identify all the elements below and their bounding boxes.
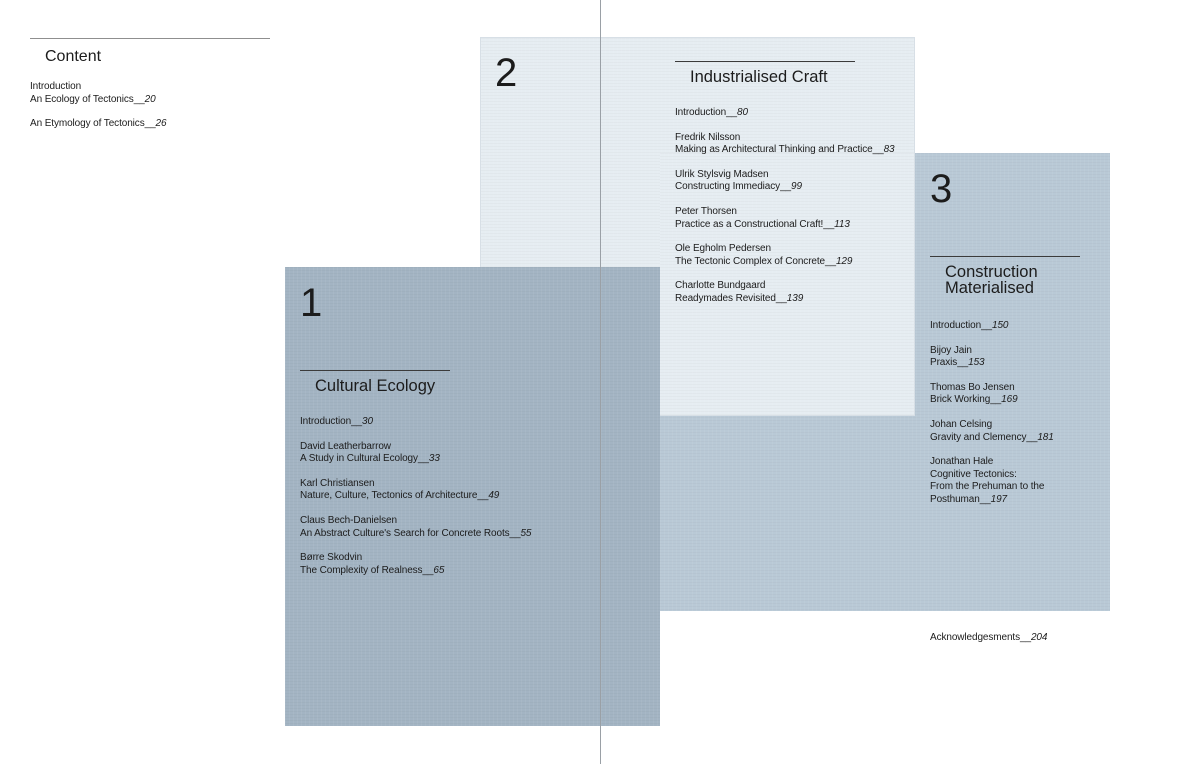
entry-author: Jonathan Hale xyxy=(930,456,994,468)
entry-title: Brick Working xyxy=(930,394,991,406)
toc-entry xyxy=(930,456,1080,506)
part-2-rule xyxy=(675,61,855,62)
entry-author: Peter Thorsen xyxy=(675,205,737,217)
entry-title: An Abstract Culture's Search for Concrete Roots xyxy=(300,527,510,539)
entry-author: Ulrik Stylsvig Madsen xyxy=(675,168,769,180)
part-3-section xyxy=(930,256,1080,519)
entry-title-line xyxy=(930,394,1080,407)
contents-rule xyxy=(30,38,270,39)
toc-entry xyxy=(675,169,895,194)
entry-page-number: 26 xyxy=(155,118,167,130)
entry-title: Introduction xyxy=(675,107,727,118)
entry-title-line xyxy=(30,118,270,131)
entry-page-number: 33 xyxy=(428,453,440,465)
entry-separator: __ xyxy=(981,320,992,331)
entry-separator: __ xyxy=(1020,632,1031,643)
entry-author: Bijoy Jain xyxy=(930,344,972,356)
entry-page-number: 49 xyxy=(488,490,500,502)
entry-page-number: 83 xyxy=(883,144,895,156)
entry-title-line xyxy=(300,528,531,541)
entry-title-line xyxy=(300,490,531,503)
entry-author: Johan Celsing xyxy=(930,418,993,430)
entry-title: Praxis xyxy=(930,357,958,369)
entry-title: A Study in Cultural Ecology xyxy=(300,453,418,465)
entry-author: Fredrik Nilsson xyxy=(675,131,741,143)
toc-entry xyxy=(675,280,895,305)
entry-title-line xyxy=(675,181,895,194)
part-1-number: 1 xyxy=(300,281,323,325)
toc-entry xyxy=(675,243,895,268)
entry-title-line xyxy=(30,94,270,107)
entry-author: Claus Bech-Danielsen xyxy=(300,514,397,526)
entry-title: Gravity and Clemency xyxy=(930,431,1027,443)
entry-title: Making as Architectural Thinking and Practice xyxy=(675,144,873,156)
entry-title-line xyxy=(300,565,531,578)
entry-page-number: 197 xyxy=(990,493,1008,505)
entry-title: Constructing Immediacy xyxy=(675,181,781,193)
toc-entry xyxy=(675,206,895,231)
entry-title-line xyxy=(930,357,1080,370)
contents-list xyxy=(30,81,270,131)
entry-separator: __ xyxy=(823,218,835,230)
entry-page-number: 113 xyxy=(834,218,850,230)
entry-separator: __ xyxy=(979,493,991,505)
part-2-title: Industrialised Craft xyxy=(690,68,828,86)
part-1-title: Cultural Ecology xyxy=(315,377,436,395)
entry-title-line xyxy=(930,632,1047,645)
contents-column xyxy=(30,38,270,143)
toc-entry xyxy=(30,94,270,107)
entry-title: Nature, Culture, Tectonics of Architecture xyxy=(300,490,478,502)
entry-page-number: 150 xyxy=(992,320,1009,331)
part-2-number: 2 xyxy=(495,51,518,95)
entry-title: An Ecology of Tectonics xyxy=(30,93,134,105)
entry-title-line xyxy=(675,219,895,232)
entry-title: Readymades Revisited xyxy=(675,292,776,304)
toc-entry xyxy=(300,515,531,540)
entry-separator: __ xyxy=(775,292,787,304)
entry-title: The Tectonic Complex of Concrete xyxy=(675,255,826,267)
entry-title: Introduction xyxy=(30,81,82,92)
entry-author: Ole Egholm Pedersen xyxy=(675,243,771,255)
entry-separator: __ xyxy=(351,416,362,427)
entry-title: Practice as a Constructional Craft! xyxy=(675,218,824,230)
entry-title-line xyxy=(675,293,895,306)
toc-entry xyxy=(300,416,531,429)
entry-page-number: 30 xyxy=(362,416,373,427)
entry-separator: __ xyxy=(417,453,429,465)
entry-separator: __ xyxy=(144,118,156,130)
entry-author: Børre Skodvin xyxy=(300,552,363,564)
part-3-title-line: Materialised xyxy=(945,279,1034,297)
toc-entry xyxy=(300,478,531,503)
part-3-number: 3 xyxy=(930,167,953,211)
entry-separator: __ xyxy=(422,564,434,576)
entry-author: Karl Christiansen xyxy=(300,477,375,489)
entry-page-number: 99 xyxy=(791,181,802,193)
entry-title-line: From the Prehuman to the xyxy=(930,481,1045,493)
part-1-entries xyxy=(300,416,531,577)
entry-separator: __ xyxy=(477,490,489,502)
entry-separator: __ xyxy=(780,181,791,193)
part-1-panel xyxy=(285,267,660,726)
entry-title-line xyxy=(930,494,1080,507)
entry-separator: __ xyxy=(957,357,969,369)
entry-separator: __ xyxy=(133,93,145,105)
entry-separator: __ xyxy=(726,107,737,118)
entry-page-number: 153 xyxy=(968,357,985,369)
part-3-entries xyxy=(930,320,1080,507)
entry-separator: __ xyxy=(1026,431,1038,443)
entry-separator: __ xyxy=(990,394,1002,406)
part-2-section xyxy=(675,61,895,318)
toc-entry xyxy=(30,81,270,94)
part-2-entries xyxy=(675,107,895,306)
toc-entry xyxy=(675,132,895,157)
entry-author: David Leatherbarrow xyxy=(300,440,391,452)
part-1-section xyxy=(300,370,531,589)
toc-entry xyxy=(300,441,531,466)
book-gutter xyxy=(600,0,601,764)
part-3-title xyxy=(945,264,1080,296)
entry-page-number: 55 xyxy=(520,527,532,539)
entry-title: Introduction xyxy=(930,320,982,331)
entry-page-number: 169 xyxy=(1001,394,1018,406)
entry-separator: __ xyxy=(509,527,521,539)
entry-title-line xyxy=(300,453,531,466)
entry-title: Posthuman xyxy=(930,493,980,505)
entry-page-number: 80 xyxy=(737,107,748,118)
entry-title-line xyxy=(675,256,895,269)
toc-entry xyxy=(930,320,1080,333)
entry-title: An Etymology of Tectonics xyxy=(30,118,145,130)
toc-entry xyxy=(30,118,270,131)
entry-title: The Complexity of Realness xyxy=(300,564,423,576)
entry-title-line xyxy=(675,144,895,157)
entry-separator: __ xyxy=(825,255,836,267)
entry-page-number: 65 xyxy=(433,564,445,576)
part-3-title-line: Construction xyxy=(945,263,1038,281)
entry-title-line xyxy=(675,107,895,120)
entry-page-number: 20 xyxy=(144,93,156,105)
entry-page-number: 204 xyxy=(1030,632,1048,643)
entry-title-line: Cognitive Tectonics: xyxy=(930,468,1017,480)
entry-title: Introduction xyxy=(300,416,352,427)
entry-author: Thomas Bo Jensen xyxy=(930,381,1015,393)
entry-title-line xyxy=(30,81,270,94)
toc-entry xyxy=(930,345,1080,370)
entry-author: Charlotte Bundgaard xyxy=(675,280,766,292)
entry-title-line xyxy=(300,416,531,429)
toc-entry xyxy=(930,382,1080,407)
contents-title: Content xyxy=(45,48,102,65)
toc-entry xyxy=(930,419,1080,444)
toc-entry xyxy=(675,107,895,120)
entry-page-number: 129 xyxy=(835,255,853,267)
acknowledgements-entry xyxy=(930,632,1047,645)
entry-separator: __ xyxy=(872,144,884,156)
entry-page-number: 139 xyxy=(786,292,804,304)
entry-title: Acknowledgesments xyxy=(930,632,1021,643)
entry-page-number: 181 xyxy=(1037,431,1054,443)
entry-title-line xyxy=(930,432,1080,445)
entry-title-line xyxy=(930,320,1080,333)
part-1-rule xyxy=(300,370,450,371)
part-3-rule xyxy=(930,256,1080,257)
toc-entry xyxy=(300,552,531,577)
